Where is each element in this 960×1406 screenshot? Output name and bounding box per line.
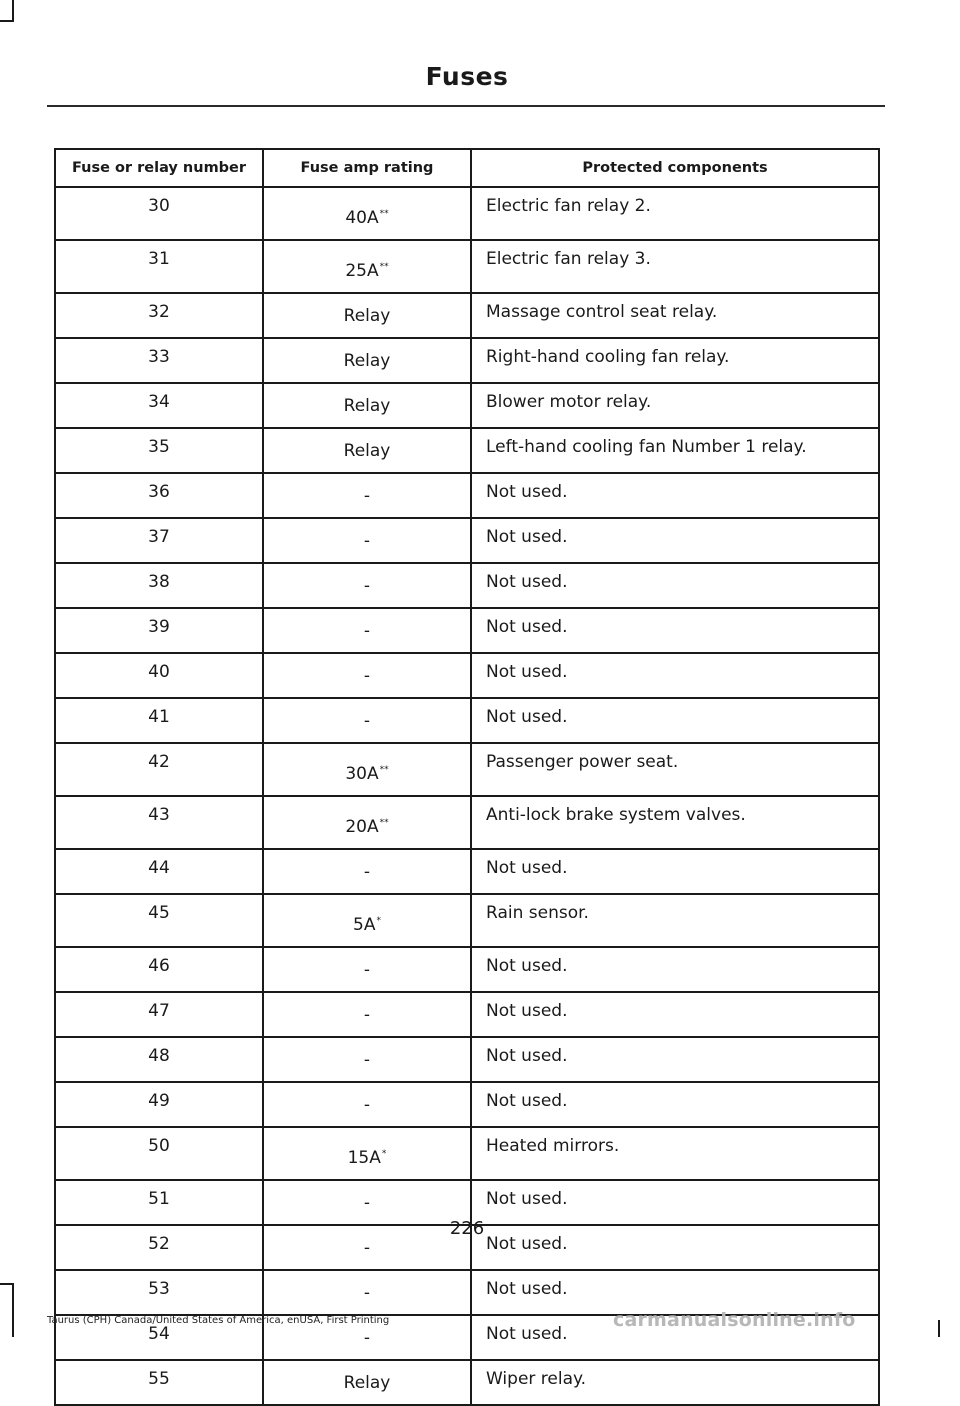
header-protected-components: Protected components xyxy=(471,149,879,187)
fuse-number-cell: 44 xyxy=(55,849,263,894)
amp-rating-value: - xyxy=(363,959,371,980)
protected-component-cell: Passenger power seat. xyxy=(471,743,879,796)
protected-component-cell: Not used. xyxy=(471,992,879,1037)
amp-rating-value: - xyxy=(363,1327,371,1348)
table-row xyxy=(55,1037,879,1082)
fuse-number-cell: 40 xyxy=(55,653,263,698)
amp-rating-value: 5A xyxy=(353,914,376,935)
protected-component-cell: Not used. xyxy=(471,1315,879,1360)
fuse-number-cell: 39 xyxy=(55,608,263,653)
amp-rating-cell xyxy=(263,1270,471,1315)
fuse-number-cell: 53 xyxy=(55,1270,263,1315)
protected-component-cell: Not used. xyxy=(471,698,879,743)
fuse-number-cell: 32 xyxy=(55,293,263,338)
amp-rating-cell xyxy=(263,187,471,240)
protected-component-cell: Electric fan relay 2. xyxy=(471,187,879,240)
table-row xyxy=(55,518,879,563)
amp-rating-cell xyxy=(263,608,471,653)
amp-rating-value: - xyxy=(363,1282,371,1303)
fuse-number-cell: 54 xyxy=(55,1315,263,1360)
amp-rating-value: - xyxy=(363,1094,371,1115)
amp-rating-cell xyxy=(263,653,471,698)
amp-rating-value: - xyxy=(363,1049,371,1070)
amp-rating-value: Relay xyxy=(343,440,391,461)
protected-component-cell: Not used. xyxy=(471,473,879,518)
amp-rating-cell xyxy=(263,473,471,518)
table-row xyxy=(55,187,879,240)
amp-rating-value: - xyxy=(363,1237,371,1258)
amp-rating-footnote-mark: * xyxy=(376,915,381,926)
fuse-number-cell: 42 xyxy=(55,743,263,796)
table-row xyxy=(55,383,879,428)
amp-rating-cell xyxy=(263,796,471,849)
table-row xyxy=(55,698,879,743)
fuse-number-cell: 34 xyxy=(55,383,263,428)
protected-component-cell: Electric fan relay 3. xyxy=(471,240,879,293)
amp-rating-value: Relay xyxy=(343,1372,391,1393)
amp-rating-value: 40A xyxy=(345,207,379,228)
table-row xyxy=(55,1127,879,1180)
fuse-number-cell: 30 xyxy=(55,187,263,240)
amp-rating-cell xyxy=(263,428,471,473)
table-row xyxy=(55,1360,879,1405)
amp-rating-cell xyxy=(263,894,471,947)
table-row xyxy=(55,293,879,338)
table-row xyxy=(55,992,879,1037)
amp-rating-footnote-mark: ** xyxy=(379,764,389,775)
amp-rating-value: 20A xyxy=(345,816,379,837)
table-row xyxy=(55,849,879,894)
protected-component-cell: Not used. xyxy=(471,849,879,894)
table-row xyxy=(55,894,879,947)
fuse-number-cell: 46 xyxy=(55,947,263,992)
amp-rating-cell xyxy=(263,992,471,1037)
protected-component-cell: Not used. xyxy=(471,518,879,563)
protected-component-cell: Heated mirrors. xyxy=(471,1127,879,1180)
protected-component-cell: Not used. xyxy=(471,653,879,698)
amp-rating-cell xyxy=(263,1127,471,1180)
table-row xyxy=(55,563,879,608)
amp-rating-value: Relay xyxy=(343,305,391,326)
fuse-number-cell: 49 xyxy=(55,1082,263,1127)
protected-component-cell: Not used. xyxy=(471,1270,879,1315)
crop-mark-bottom-left-horizontal xyxy=(0,1283,14,1285)
amp-rating-value: - xyxy=(363,485,371,506)
header-fuse-number: Fuse or relay number xyxy=(55,149,263,187)
amp-rating-value: - xyxy=(363,665,371,686)
amp-rating-cell xyxy=(263,1037,471,1082)
amp-rating-cell xyxy=(263,947,471,992)
protected-component-cell: Not used. xyxy=(471,563,879,608)
amp-rating-value: - xyxy=(363,575,371,596)
protected-component-cell: Not used. xyxy=(471,1037,879,1082)
fuse-number-cell: 47 xyxy=(55,992,263,1037)
fuse-number-cell: 55 xyxy=(55,1360,263,1405)
amp-rating-value: - xyxy=(363,1192,371,1213)
amp-rating-value: - xyxy=(363,861,371,882)
amp-rating-value: 25A xyxy=(345,260,379,281)
fuse-number-cell: 31 xyxy=(55,240,263,293)
protected-component-cell: Blower motor relay. xyxy=(471,383,879,428)
protected-component-cell: Rain sensor. xyxy=(471,894,879,947)
protected-component-cell: Left-hand cooling fan Number 1 relay. xyxy=(471,428,879,473)
fuse-number-cell: 35 xyxy=(55,428,263,473)
fuse-number-cell: 50 xyxy=(55,1127,263,1180)
page-title: Fuses xyxy=(425,62,509,91)
protected-component-cell: Massage control seat relay. xyxy=(471,293,879,338)
table-row xyxy=(55,653,879,698)
fuse-number-cell: 36 xyxy=(55,473,263,518)
protected-component-cell: Not used. xyxy=(471,608,879,653)
fuse-number-cell: 43 xyxy=(55,796,263,849)
amp-rating-cell xyxy=(263,383,471,428)
protected-component-cell: Not used. xyxy=(471,947,879,992)
fuse-number-cell: 38 xyxy=(55,563,263,608)
amp-rating-cell xyxy=(263,849,471,894)
protected-component-cell: Right-hand cooling fan relay. xyxy=(471,338,879,383)
table-row xyxy=(55,240,879,293)
amp-rating-cell xyxy=(263,563,471,608)
protected-component-cell: Wiper relay. xyxy=(471,1360,879,1405)
amp-rating-value: Relay xyxy=(343,395,391,416)
protected-component-cell: Not used. xyxy=(471,1225,879,1270)
protected-component-cell: Anti-lock brake system valves. xyxy=(471,796,879,849)
table-row xyxy=(55,473,879,518)
amp-rating-value: - xyxy=(363,1004,371,1025)
title-divider xyxy=(47,105,885,107)
amp-rating-value: 30A xyxy=(345,763,379,784)
crop-mark-bottom-left-vertical xyxy=(12,1283,14,1337)
amp-rating-cell xyxy=(263,743,471,796)
footer-text: Taurus (CPH) Canada/United States of America, enUSA, First Printing xyxy=(47,1315,390,1326)
fuse-number-cell: 51 xyxy=(55,1180,263,1225)
fuse-number-cell: 33 xyxy=(55,338,263,383)
fuse-number-cell: 41 xyxy=(55,698,263,743)
amp-rating-footnote-mark: ** xyxy=(379,817,389,828)
page-number: 226 xyxy=(449,1218,485,1239)
amp-rating-value: 15A xyxy=(347,1147,381,1168)
crop-mark-bottom-right-vertical xyxy=(938,1320,940,1337)
table-row xyxy=(55,1082,879,1127)
watermark-logo: carmanualsonline.info xyxy=(613,1309,856,1331)
protected-component-cell: Not used. xyxy=(471,1180,879,1225)
amp-rating-footnote-mark: ** xyxy=(379,208,389,219)
amp-rating-cell xyxy=(263,698,471,743)
table-row xyxy=(55,608,879,653)
amp-rating-cell xyxy=(263,1082,471,1127)
fuse-number-cell: 52 xyxy=(55,1225,263,1270)
amp-rating-value: - xyxy=(363,530,371,551)
table-row xyxy=(55,947,879,992)
amp-rating-cell xyxy=(263,293,471,338)
crop-mark-top-left-horizontal xyxy=(0,20,14,22)
table-row xyxy=(55,428,879,473)
crop-mark-top-left-vertical xyxy=(12,0,14,20)
table-header-row xyxy=(55,149,879,187)
fuse-number-cell: 37 xyxy=(55,518,263,563)
table-row xyxy=(55,743,879,796)
header-amp-rating: Fuse amp rating xyxy=(263,149,471,187)
fuse-number-cell: 48 xyxy=(55,1037,263,1082)
amp-rating-value: Relay xyxy=(343,350,391,371)
amp-rating-value: - xyxy=(363,710,371,731)
amp-rating-cell xyxy=(263,1360,471,1405)
amp-rating-cell xyxy=(263,338,471,383)
fuse-number-cell: 45 xyxy=(55,894,263,947)
protected-component-cell: Not used. xyxy=(471,1082,879,1127)
amp-rating-cell xyxy=(263,240,471,293)
amp-rating-value: - xyxy=(363,620,371,641)
amp-rating-footnote-mark: * xyxy=(381,1148,387,1159)
table-row xyxy=(55,338,879,383)
table-row xyxy=(55,796,879,849)
amp-rating-cell xyxy=(263,518,471,563)
amp-rating-footnote-mark: ** xyxy=(379,261,389,272)
